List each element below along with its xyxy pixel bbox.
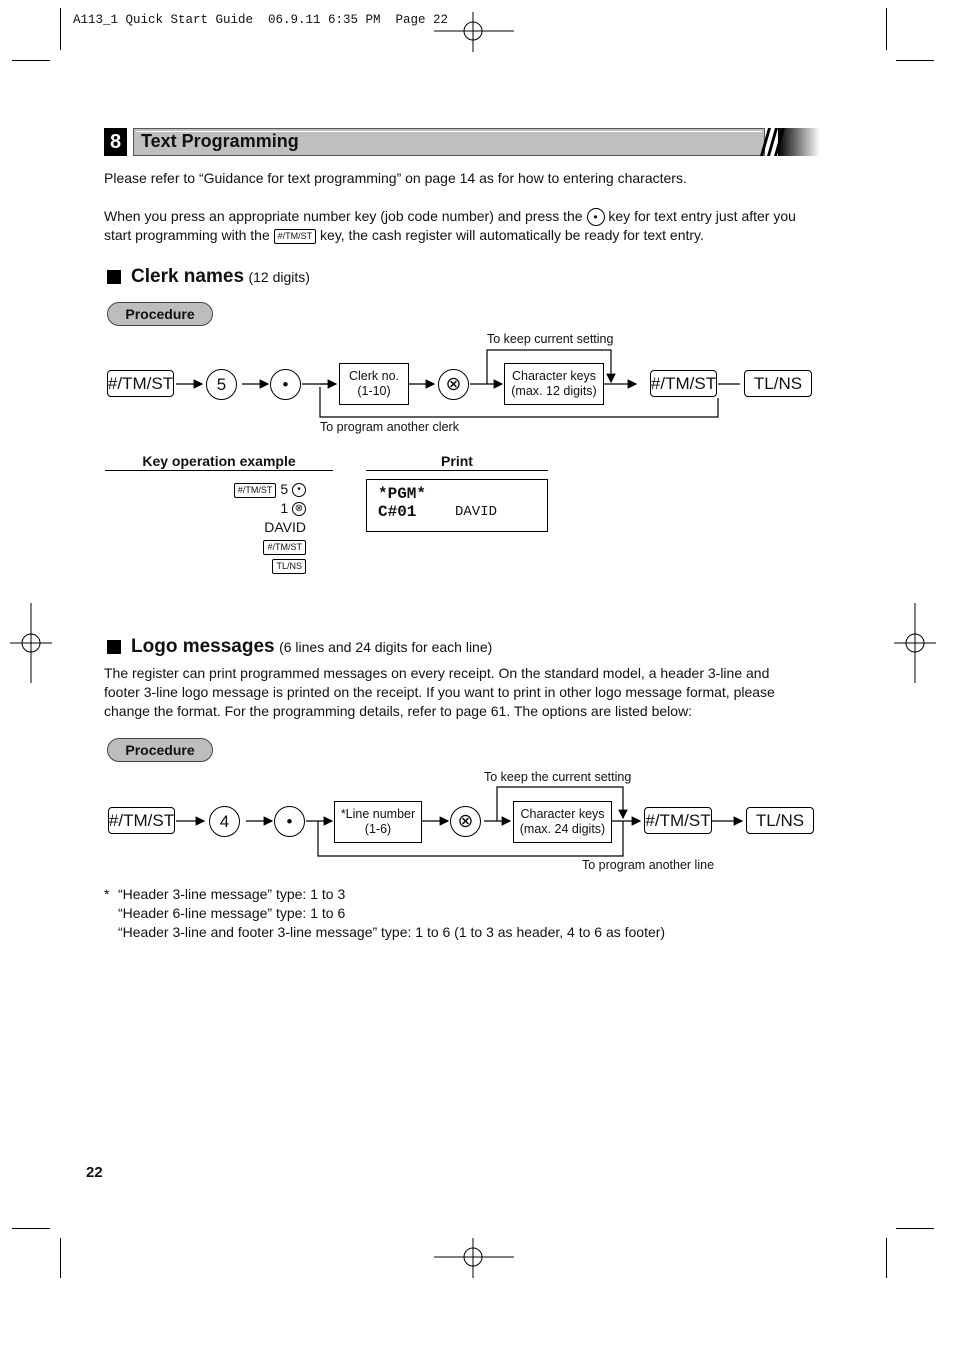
tmst-key-end[interactable]: #/TM/ST: [644, 807, 712, 834]
keep-setting-label: To keep the current setting: [484, 770, 632, 784]
program-another-line-label: To program another line: [582, 858, 715, 872]
tmst-key-icon: #/TM/ST: [234, 483, 277, 498]
number-5-key[interactable]: 5: [206, 369, 237, 400]
multiply-key[interactable]: ⊗: [450, 806, 481, 837]
crop-mark: [60, 1238, 61, 1278]
dot-key-icon: •: [587, 208, 605, 226]
footnote-marker: *: [104, 886, 110, 902]
registration-mark: [434, 1238, 514, 1278]
tmst-key-icon: #/TM/ST: [274, 229, 317, 244]
footnote-line-3: “Header 3-line and footer 3-line message” type: 1 to 6 (1 to 3 as header, 4 to 6 as footer): [118, 924, 666, 940]
logo-body-line-1: The register can print programmed messages on every receipt. On the standard model, a header 3-line and: [104, 665, 770, 681]
divider: [366, 470, 548, 471]
tmst-key[interactable]: #/TM/ST: [107, 370, 174, 397]
crop-mark: [896, 60, 934, 61]
footnote-line-1: “Header 3-line message” type: 1 to 3: [118, 886, 346, 902]
crop-mark: [12, 60, 50, 61]
section-number: 8: [104, 128, 127, 156]
crop-mark: [12, 1228, 50, 1229]
tlns-key[interactable]: TL/NS: [746, 807, 814, 834]
page-number: 22: [86, 1164, 103, 1181]
line-number-box: *Line number (1-6): [334, 801, 422, 843]
crop-mark: [886, 1238, 887, 1278]
section-header: [104, 128, 820, 156]
intro-paragraph-1: Please refer to “Guidance for text programming” on page 14 as for how to entering characters.: [104, 170, 687, 186]
number-4-key[interactable]: 4: [209, 806, 240, 837]
character-keys-box: Character keys (max. 24 digits): [513, 801, 612, 843]
print-line-2-code: C#01: [378, 503, 417, 521]
example-row-1: #/TM/ST 5 •: [200, 480, 306, 499]
dot-key-icon: •: [292, 483, 306, 497]
crop-mark: [60, 8, 61, 50]
dot-key[interactable]: •: [274, 806, 305, 837]
logo-body-line-2: footer 3-line logo message is printed on the receipt. If you want to print in other logo message format, please: [104, 684, 775, 700]
key-operation-sequence: [200, 480, 306, 575]
clerk-heading: Clerk names (12 digits): [131, 266, 310, 287]
divider: [105, 470, 333, 471]
bullet-square: [107, 640, 121, 654]
print-line-2-name: DAVID: [455, 504, 498, 520]
print-slug: A113_1 Quick Start Guide 06.9.11 6:35 PM Page 22: [73, 13, 449, 27]
footnote-line-2: “Header 6-line message” type: 1 to 6: [118, 905, 346, 921]
print-heading: Print: [441, 453, 473, 469]
section-bar-ornament: [754, 128, 820, 156]
bullet-square: [107, 270, 121, 284]
registration-mark: [894, 603, 936, 683]
keep-setting-label: To keep current setting: [487, 332, 614, 346]
procedure-badge: Procedure: [107, 738, 213, 762]
dot-key[interactable]: •: [270, 369, 301, 400]
example-row-4: [200, 537, 306, 556]
section-title-bar: [133, 128, 765, 156]
multiply-key[interactable]: ⊗: [438, 369, 469, 400]
tmst-key-end[interactable]: #/TM/ST: [650, 370, 717, 397]
example-row-3: DAVID: [264, 519, 306, 535]
section-title: Text Programming: [141, 131, 299, 151]
multiply-key-icon: ⊗: [292, 502, 306, 516]
character-keys-box: Character keys (max. 12 digits): [504, 363, 604, 405]
intro-paragraph-2-line-1: When you press an appropriate number key (job code number) and press the • key for text entry just after you: [104, 208, 796, 225]
tmst-key[interactable]: #/TM/ST: [108, 807, 175, 834]
program-another-clerk-label: To program another clerk: [320, 420, 459, 434]
tlns-key-icon: TL/NS: [272, 559, 306, 574]
crop-mark: [896, 1228, 934, 1229]
clerk-no-box: Clerk no. (1-10): [339, 363, 409, 405]
key-operation-heading: Key operation example: [142, 453, 296, 469]
tlns-key[interactable]: TL/NS: [744, 370, 812, 397]
crop-mark: [886, 8, 887, 50]
logo-heading: Logo messages (6 lines and 24 digits for each line): [131, 636, 493, 657]
receipt-print-box: [366, 479, 548, 532]
logo-body-line-3: change the format. For the programming details, refer to page 61. The options are listed below:: [104, 703, 693, 719]
procedure-badge: Procedure: [107, 302, 213, 326]
print-line-1: *PGM*: [378, 485, 427, 503]
registration-mark: [10, 603, 52, 683]
example-row-5: [200, 556, 306, 575]
example-row-2: 1 ⊗: [200, 499, 306, 518]
intro-paragraph-2-line-2: start programming with the #/TM/ST key, the cash register will automatically be ready for text entry.: [104, 227, 704, 243]
tmst-key-icon: #/TM/ST: [263, 540, 306, 555]
